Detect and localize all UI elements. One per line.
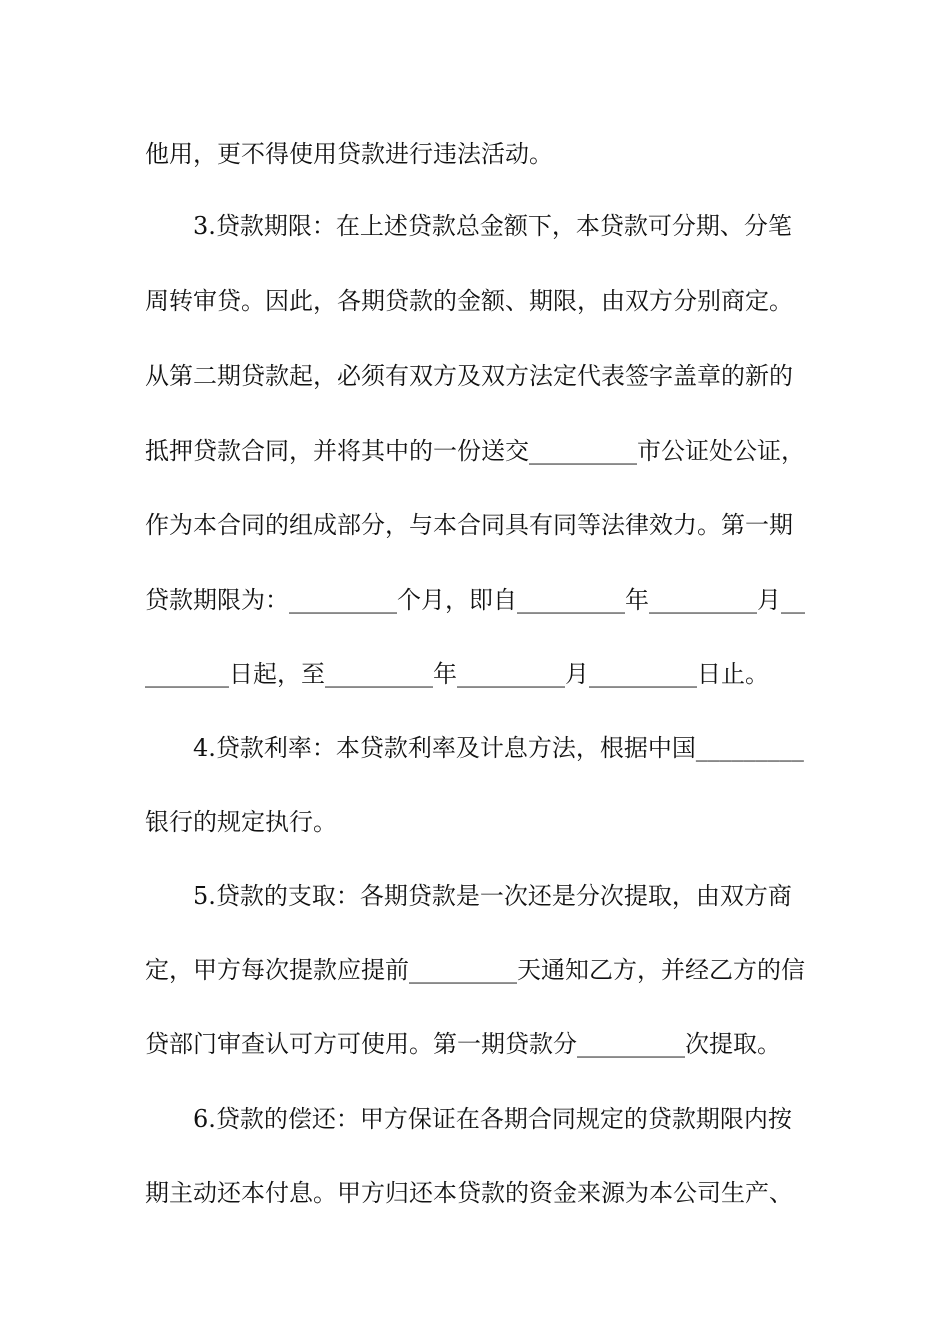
paragraph-line: 抵押贷款合同，并将其中的一份送交_________市公证处公证， xyxy=(145,437,805,465)
paragraph-line: 从第二期贷款起，必须有双方及双方法定代表签字盖章的新的 xyxy=(145,362,793,390)
paragraph-line: 贷部门审查认可方可使用。第一期贷款分_________次提取。 xyxy=(145,1030,781,1058)
paragraph-line: 6.贷款的偿还：甲方保证在各期合同规定的贷款期限内按 xyxy=(193,1105,792,1133)
paragraph-line: 他用，更不得使用贷款进行违法活动。 xyxy=(145,140,553,168)
paragraph-line: 银行的规定执行。 xyxy=(145,808,337,836)
paragraph-line: 期主动还本付息。甲方归还本贷款的资金来源为本公司生产、 xyxy=(145,1179,793,1207)
paragraph-line: 定，甲方每次提款应提前_________天通知乙方，并经乙方的信 xyxy=(145,956,805,984)
paragraph-line: 作为本合同的组成部分，与本合同具有同等法律效力。第一期 xyxy=(145,511,793,539)
paragraph-line: 4.贷款利率：本贷款利率及计息方法，根据中国_________ xyxy=(193,734,804,762)
paragraph-line: 周转审贷。因此，各期贷款的金额、期限，由双方分别商定。 xyxy=(145,287,793,315)
paragraph-line: 3.贷款期限：在上述贷款总金额下，本贷款可分期、分笔 xyxy=(193,212,792,240)
paragraph-line: 贷款期限为：_________个月，即自_________年_________月__ xyxy=(145,586,805,614)
paragraph-line: _______日起，至_________年_________月_________日止。 xyxy=(145,660,769,688)
paragraph-line: 5.贷款的支取：各期贷款是一次还是分次提取，由双方商 xyxy=(193,882,792,910)
